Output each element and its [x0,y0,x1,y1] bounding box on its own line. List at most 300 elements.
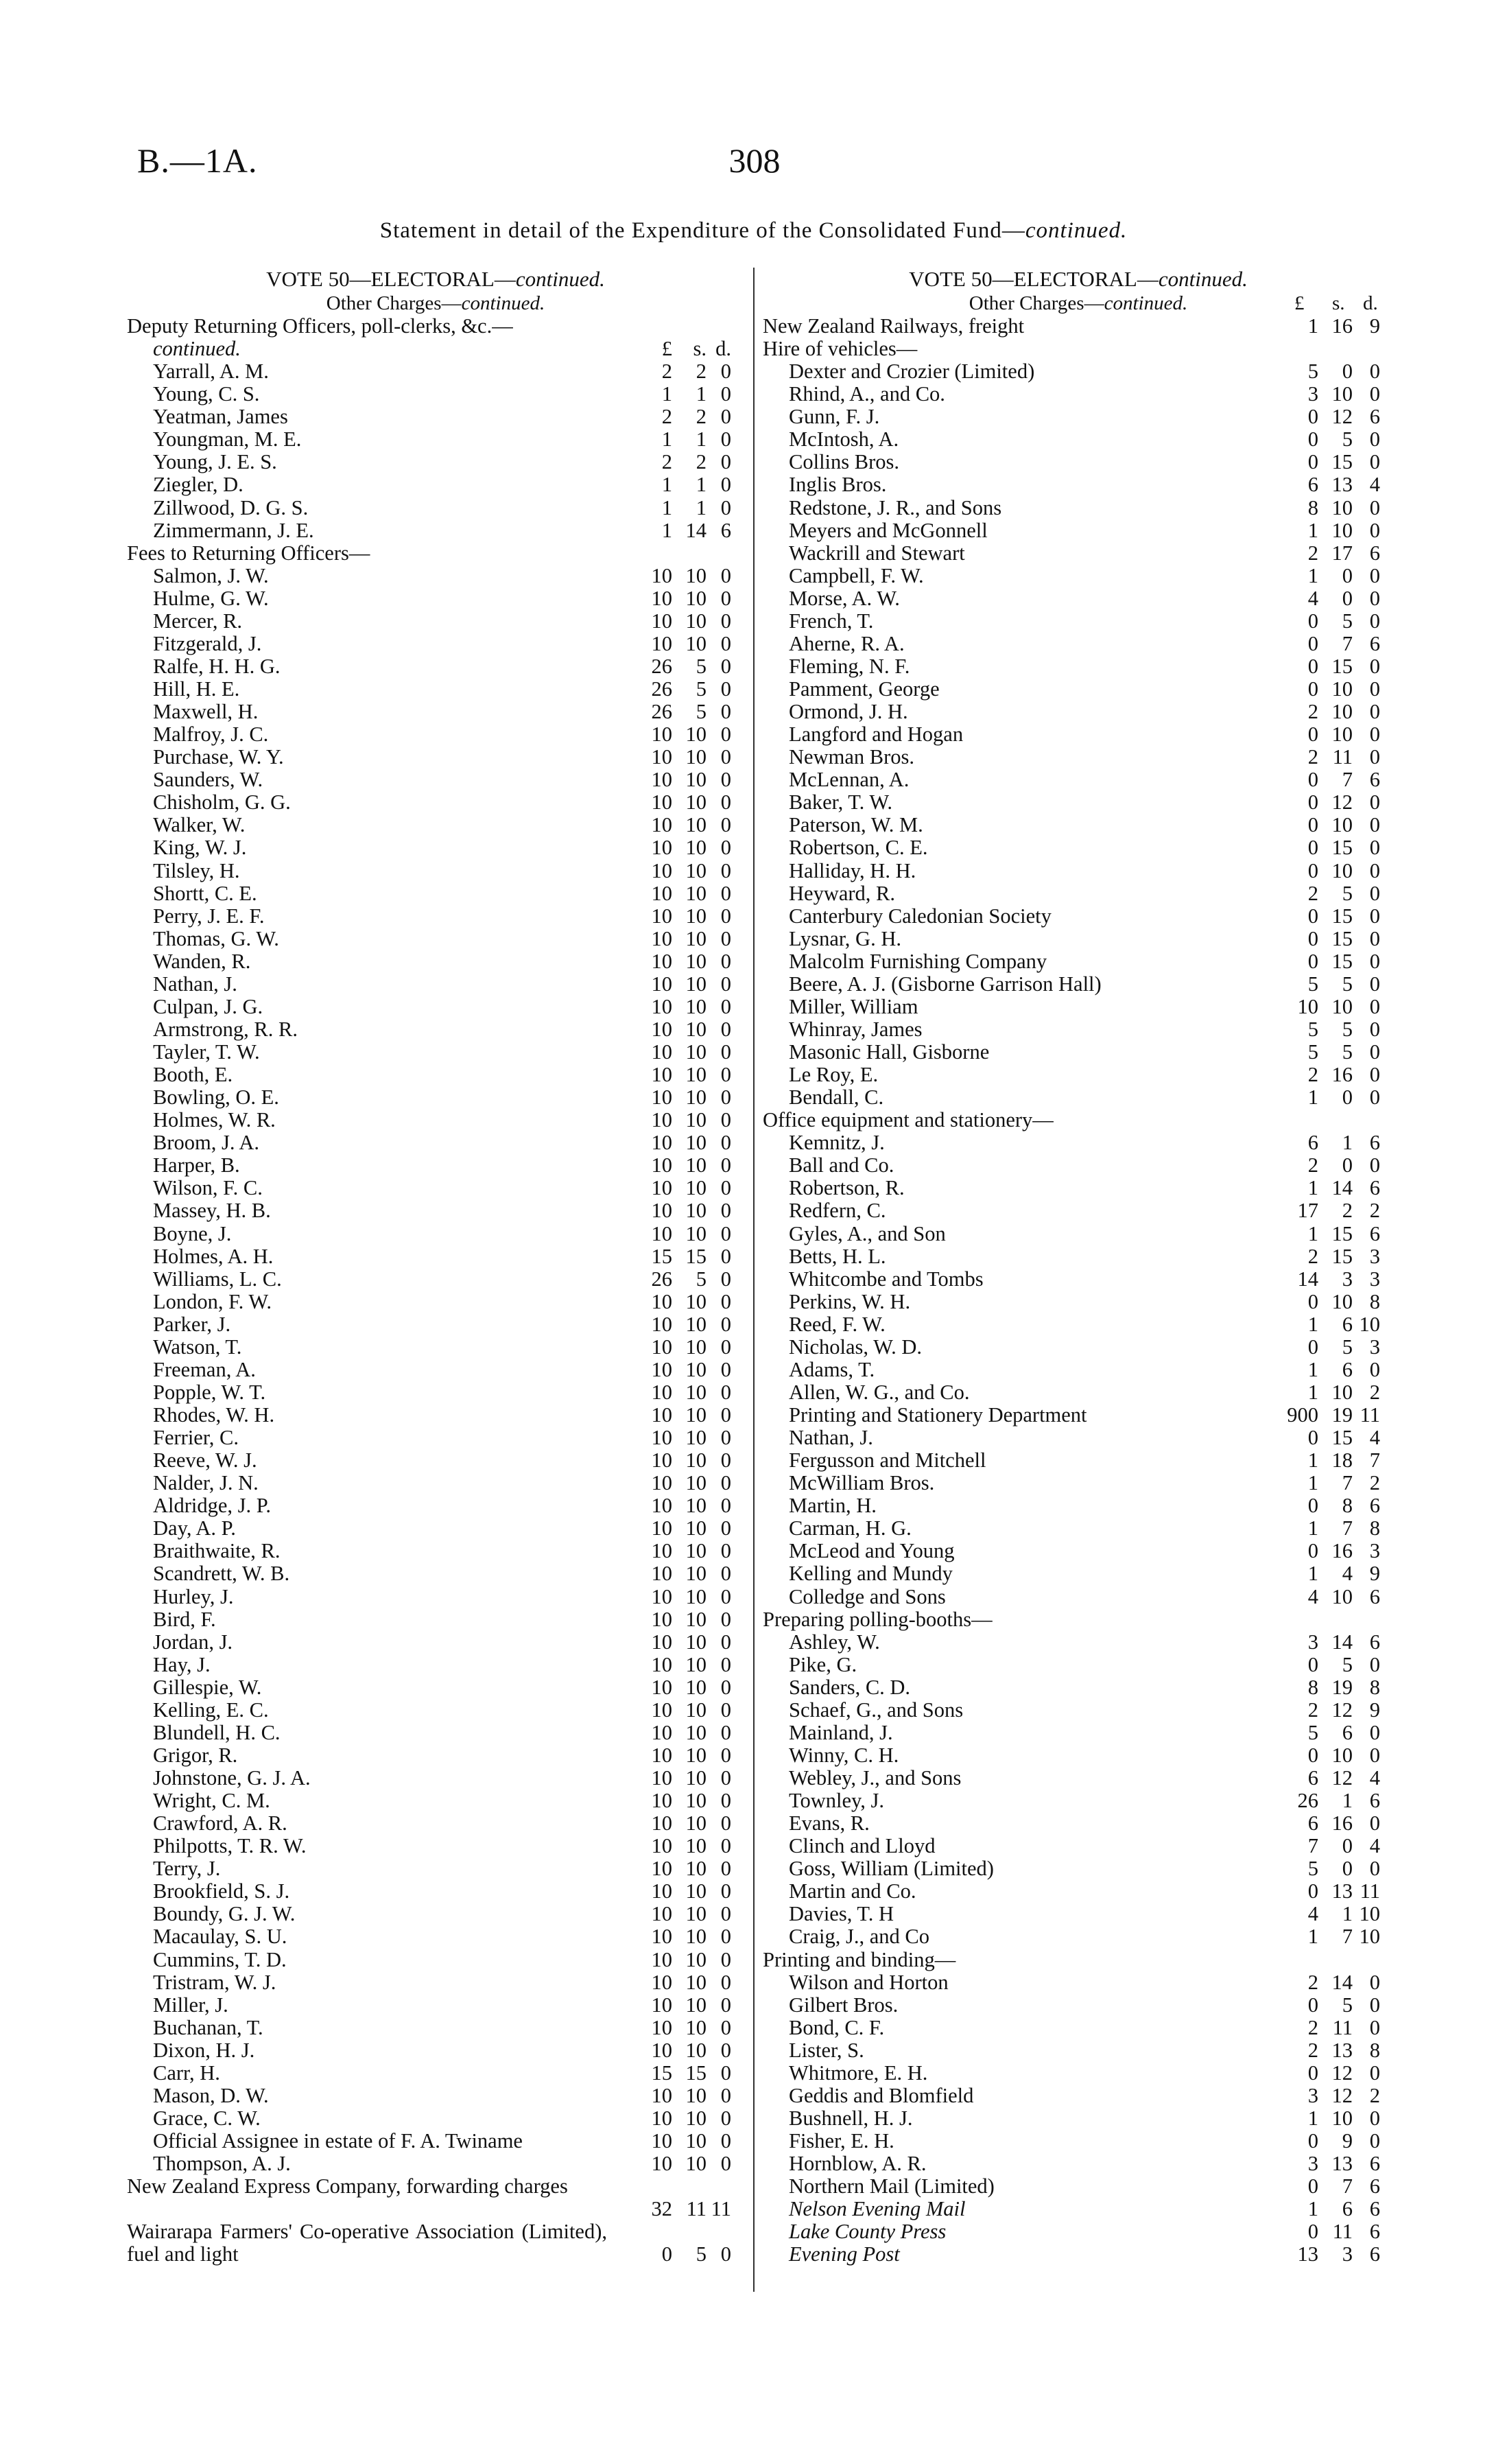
amount-pounds: 1 [1307,1357,1318,1381]
amount-shillings: 6 [1342,1312,1353,1336]
amount-pence: 11 [1360,1879,1380,1903]
entry-name: McLeod and Young [789,1539,955,1563]
entry-name: Aherne, R. A. [789,631,905,655]
amount-shillings: 10 [1331,495,1353,519]
amount-pounds: 1 [661,473,672,497]
amount-pence: 6 [1369,1176,1380,1200]
amount-pence: 0 [720,1539,731,1563]
entry-name: Townley, J. [789,1789,885,1813]
amount-pence: 3 [1369,1267,1380,1291]
amount-pounds: 10 [651,1108,672,1132]
section-label: Printing and binding— [763,1947,956,1971]
amount-pounds: 10 [651,1448,672,1472]
amount-pounds: 1 [661,518,672,542]
table-row [763,1971,1394,1994]
entry-name: Maxwell, H. [153,700,259,724]
amount-pounds: 10 [651,1789,672,1813]
entry-name: Inglis Bros. [789,473,887,497]
entry-name: Aldridge, J. P. [153,1494,271,1518]
table-row [763,1925,1394,1948]
table-row [127,1767,744,1790]
table-row [763,723,1394,746]
entry-name: Morse, A. W. [789,586,900,610]
amount-pence: 0 [1369,994,1380,1018]
entry-name: Day, A. P. [153,1516,236,1540]
entry-name: Hulme, G. W. [153,586,269,610]
table-row [763,1313,1394,1336]
amount-pounds: 10 [651,1879,672,1903]
amount-shillings: 8 [1342,1494,1353,1518]
entry-name: Buchanan, T. [153,2015,263,2039]
amount-shillings: 10 [1331,677,1353,701]
amount-pence: 0 [1369,2129,1380,2152]
amount-pounds: 10 [651,1221,672,1245]
amount-shillings: 13 [1331,473,1353,497]
table-row [763,2220,1394,2243]
section-label: Office equipment and stationery— [763,1108,1054,1132]
section-heading [763,1608,1394,1631]
entry-name: Braithwaite, R. [153,1539,281,1563]
table-row [763,1177,1394,1199]
entry-name: Nathan, J. [153,972,237,996]
table-row [763,2243,1394,2266]
amount-pounds: 10 [651,1153,672,1177]
entry-name: Nalder, J. N. [153,1471,259,1495]
amount-pence: 4 [1369,1426,1380,1450]
amount-pence: 0 [720,1312,731,1336]
amount-pounds: 5 [1307,1720,1318,1744]
amount-pounds: 10 [651,586,672,610]
amount-shillings: 10 [685,813,707,837]
amount-shillings: 10 [685,1652,707,1676]
entry-name: McIntosh, A. [789,427,899,451]
amount-shillings: 10 [685,1471,707,1495]
amount-pence: 0 [720,813,731,837]
amount-shillings: 10 [1331,1289,1353,1313]
entry-name: Pamment, George [789,677,940,701]
entry-name: Massey, H. B. [153,1199,271,1223]
amount-pence: 6 [1369,541,1380,565]
amount-shillings: 5 [696,2242,707,2266]
amount-pounds: 0 [1307,631,1318,655]
amount-pence: 6 [1369,1131,1380,1155]
amount-pounds: 1 [1307,1380,1318,1404]
amount-pounds: 10 [651,1834,672,1858]
table-row [763,2039,1394,2062]
amount-pounds: 0 [1307,926,1318,950]
amount-pounds: 10 [651,1471,672,1495]
table-row [127,2152,744,2175]
entry-name: Wairarapa Farmers' Co-operative Association (Limited), fuel and light [127,2220,607,2266]
amount-pence: 0 [720,2015,731,2039]
amount-pounds: 10 [651,836,672,860]
amount-pounds: 2 [1307,1698,1318,1722]
other-charges-heading: Other Charges—continued. [326,292,545,314]
amount-pounds: 4 [1307,1902,1318,1926]
table-row [127,633,744,655]
table-row [763,1064,1394,1086]
entry-name: Mainland, J. [789,1720,893,1744]
amount-pounds: 10 [651,1811,672,1835]
amount-pence: 0 [720,1289,731,1313]
amount-pence: 6 [1369,1221,1380,1245]
amount-shillings: 4 [1342,1562,1353,1586]
entry-name: Printing and Stationery Department [789,1403,1087,1427]
amount-shillings: 10 [685,2129,707,2152]
amount-pence: 0 [720,495,731,519]
entry-name: Adams, T. [789,1357,875,1381]
amount-shillings: 10 [685,1720,707,1744]
amount-shillings: 10 [685,1289,707,1313]
amount-shillings: 15 [1331,1244,1353,1268]
table-row [127,1131,744,1154]
amount-pounds: 1 [1307,1562,1318,1586]
table-row [763,1472,1394,1494]
amount-shillings: 10 [685,1403,707,1427]
amount-pence: 0 [1369,836,1380,860]
table-row [763,2017,1394,2039]
table-row [127,1812,744,1835]
section-heading [763,1109,1394,1131]
amount-pence: 2 [1369,1380,1380,1404]
table-row [127,860,744,882]
amount-shillings: 14 [1331,1176,1353,1200]
amount-pounds: 0 [1307,904,1318,928]
table-row [127,973,744,996]
entry-name: Freeman, A. [153,1357,256,1381]
amount-pounds: 10 [651,2106,672,2130]
amount-pounds: 1 [1307,1471,1318,1495]
entry-name: Perry, J. E. F. [153,904,265,928]
amount-pence: 3 [1369,1539,1380,1563]
table-row [763,2062,1394,2085]
page-number: 308 [728,141,781,180]
amount-pence: 0 [720,1017,731,1041]
currency-shillings: s. [1332,292,1345,314]
entry-name: Campbell, F. W. [789,563,924,587]
entry-name: Goss, William (Limited) [789,1857,994,1881]
amount-pence: 0 [720,790,731,814]
entry-name: McLennan, A. [789,768,910,792]
table-row [763,2085,1394,2107]
table-row [763,655,1394,678]
amount-pence: 0 [720,1357,731,1381]
amount-pounds: 7 [1307,1834,1318,1858]
amount-shillings: 15 [1331,836,1353,860]
amount-pounds: 10 [651,994,672,1018]
amount-pence: 0 [720,836,731,860]
table-row [127,1880,744,1903]
amount-pounds: 26 [651,677,672,701]
amount-pence: 8 [1369,2038,1380,2062]
entry-name: Miller, William [789,994,918,1018]
entry-name: Baker, T. W. [789,790,892,814]
entry-name: Martin, H. [789,1494,877,1518]
amount-shillings: 10 [685,1426,707,1450]
amount-pounds: 1 [1307,1925,1318,1949]
table-row [127,1699,744,1722]
table-row [763,1404,1394,1427]
entry-name: Purchase, W. Y. [153,745,284,769]
amount-pence: 0 [720,745,731,769]
amount-pounds: 10 [651,745,672,769]
amount-shillings: 11 [1332,2015,1353,2039]
amount-pence: 6 [1369,768,1380,792]
amount-shillings: 10 [685,723,707,747]
table-row [763,1494,1394,1517]
amount-pounds: 1 [661,495,672,519]
amount-pence: 10 [1359,1312,1380,1336]
amount-pence: 0 [1369,1743,1380,1767]
table-row [127,1291,744,1313]
table-row [763,1790,1394,1812]
document-reference: B.—1A. [137,141,258,180]
table-row [127,1586,744,1608]
amount-pounds: 0 [1307,2061,1318,2085]
table-row [763,587,1394,610]
entry-name: Fisher, E. H. [789,2129,894,2152]
entry-name: Booth, E. [153,1063,233,1087]
amount-shillings: 10 [685,1857,707,1881]
amount-pounds: 2 [1307,541,1318,565]
entry-name: Boundy, G. J. W. [153,1902,296,1926]
amount-pence: 0 [1369,1993,1380,2017]
amount-pence: 0 [720,904,731,928]
table-row [127,1631,744,1654]
entry-name: Lister, S. [789,2038,864,2062]
amount-pounds: 0 [1307,427,1318,451]
amount-pounds: 26 [651,1267,672,1291]
amount-pence: 0 [1369,677,1380,701]
amount-shillings: 13 [1331,2038,1353,2062]
amount-pence: 0 [720,723,731,747]
amount-shillings: 10 [685,2106,707,2130]
table-row [127,768,744,791]
amount-shillings: 10 [685,949,707,973]
amount-pounds: 10 [651,2083,672,2107]
table-row [127,1199,744,1222]
section-label: Hire of vehicles— [763,337,918,361]
amount-pounds: 3 [1307,2083,1318,2107]
amount-pence: 0 [720,1811,731,1835]
amount-shillings: 11 [1332,745,1353,769]
table-row [127,2220,744,2266]
amount-shillings: 7 [1342,631,1353,655]
entry-name: Harper, B. [153,1153,240,1177]
amount-shillings: 10 [1331,813,1353,837]
amount-pence: 0 [720,768,731,792]
table-row [127,1722,744,1744]
amount-shillings: 15 [1331,654,1353,678]
table-row [763,1268,1394,1291]
amount-pence: 0 [720,1970,731,1994]
amount-pounds: 10 [651,1925,672,1949]
amount-pounds: 1 [661,427,672,451]
amount-shillings: 15 [685,2061,707,2085]
entry-name: Bond, C. F. [789,2015,885,2039]
amount-pounds: 3 [1307,2152,1318,2176]
table-row [127,1903,744,1925]
amount-shillings: 0 [1342,1834,1353,1858]
amount-shillings: 10 [685,1335,707,1359]
entry-name: Craig, J., and Co [789,1925,930,1949]
amount-pence: 0 [1369,563,1380,587]
amount-pence: 0 [720,382,731,406]
amount-shillings: 5 [696,677,707,701]
amount-shillings: 0 [1342,1153,1353,1177]
amount-pence: 0 [720,450,731,474]
amount-shillings: 2 [1342,1199,1353,1223]
table-row [763,1336,1394,1359]
amount-pounds: 13 [1297,2242,1318,2266]
table-row [763,1562,1394,1585]
table-row [763,1540,1394,1562]
entry-name: Zillwood, D. G. S. [153,495,309,519]
amount-pounds: 1 [1307,314,1318,338]
amount-pounds: 2 [1307,1244,1318,1268]
table-row [127,1540,744,1562]
amount-shillings: 10 [685,1131,707,1155]
amount-pence: 11 [1360,1403,1380,1427]
amount-pounds: 5 [1307,972,1318,996]
amount-pounds: 32 [651,2197,672,2221]
amount-shillings: 3 [1342,1267,1353,1291]
table-row [763,1699,1394,1722]
amount-shillings: 10 [685,1380,707,1404]
table-row [763,633,1394,655]
amount-pounds: 10 [651,2129,672,2152]
amount-shillings: 15 [1331,904,1353,928]
amount-shillings: 10 [1331,700,1353,724]
amount-shillings: 10 [685,1834,707,1858]
entry-name: King, W. J. [153,836,247,860]
amount-pence: 9 [1369,1562,1380,1586]
amount-pence: 0 [720,1494,731,1518]
amount-pounds: 0 [1307,768,1318,792]
amount-shillings: 16 [1331,1539,1353,1563]
table-row [763,1131,1394,1154]
table-row [763,2175,1394,2198]
amount-pence: 6 [1369,2242,1380,2266]
amount-shillings: 10 [685,1040,707,1064]
amount-pence: 0 [720,1743,731,1767]
amount-shillings: 1 [696,473,707,497]
amount-pounds: 10 [651,2152,672,2176]
entry-name: New Zealand Railways, freight [763,314,1025,338]
table-row [127,2039,744,2062]
amount-shillings: 7 [1342,1516,1353,1540]
amount-shillings: 16 [1331,1811,1353,1835]
amount-pence: 0 [1369,904,1380,928]
table-row [763,1041,1394,1064]
table-row [127,1177,744,1199]
table-row [127,678,744,701]
amount-shillings: 10 [685,1925,707,1949]
entry-name: Whitmore, E. H. [789,2061,928,2085]
amount-pence: 0 [1369,723,1380,747]
amount-pounds: 10 [651,1086,672,1110]
table-row [127,1268,744,1291]
amount-pence: 0 [720,1448,731,1472]
amount-shillings: 5 [1342,427,1353,451]
amount-pence: 6 [1369,631,1380,655]
amount-pounds: 0 [1307,2220,1318,2244]
table-row [127,1472,744,1494]
amount-shillings: 10 [685,1766,707,1790]
amount-pounds: 1 [1307,518,1318,542]
amount-shillings: 10 [685,586,707,610]
entry-name: Tayler, T. W. [153,1040,260,1064]
amount-pounds: 2 [1307,1153,1318,1177]
amount-shillings: 10 [1331,994,1353,1018]
amount-pence: 6 [1369,1630,1380,1654]
table-row [127,655,744,678]
table-row [763,1722,1394,1744]
table-row [763,1154,1394,1177]
entry-name: Jordan, J. [153,1630,233,1654]
amount-pounds: 10 [651,1539,672,1563]
table-row [763,1767,1394,1790]
table-row [763,996,1394,1018]
entry-name: Scandrett, W. B. [153,1562,290,1586]
amount-pounds: 2 [1307,1063,1318,1087]
amount-pounds: 2 [661,450,672,474]
amount-pounds: 10 [651,1199,672,1223]
amount-shillings: 13 [1331,2152,1353,2176]
entry-name: Dixon, H. J. [153,2038,255,2062]
amount-shillings: 10 [685,1153,707,1177]
amount-shillings: 12 [1331,790,1353,814]
amount-pence: 0 [720,972,731,996]
amount-pounds: 6 [1307,473,1318,497]
entry-name: Culpan, J. G. [153,994,263,1018]
table-row [763,1835,1394,1857]
amount-shillings: 10 [685,1630,707,1654]
entry-name: Heyward, R. [789,881,896,905]
table-row [763,1381,1394,1404]
table-row [127,1223,744,1245]
amount-pounds: 10 [651,1017,672,1041]
amount-pounds: 10 [651,1947,672,1971]
amount-pence: 0 [720,1267,731,1291]
amount-pounds: 10 [651,1312,672,1336]
entry-name: Winny, C. H. [789,1743,899,1767]
left-column [127,266,744,2266]
amount-pence: 0 [720,700,731,724]
amount-pounds: 3 [1307,382,1318,406]
amount-pounds: 1 [1307,1312,1318,1336]
entry-name: Wanden, R. [153,949,251,973]
amount-shillings: 10 [685,1970,707,1994]
column-divider [753,268,755,2292]
amount-shillings: 10 [685,2038,707,2062]
table-row [763,497,1394,519]
entry-name: Kelling, E. C. [153,1698,269,1722]
table-row [763,2107,1394,2130]
currency-shillings: s. [693,337,707,361]
entry-name: Parker, J. [153,1312,231,1336]
amount-pounds: 0 [1307,949,1318,973]
entry-name: Lysnar, G. H. [789,926,901,950]
table-row [127,2085,744,2107]
amount-pence: 0 [720,1562,731,1586]
amount-pounds: 6 [1307,1766,1318,1790]
entry-name: Malfroy, J. C. [153,723,269,747]
amount-pounds: 2 [661,405,672,429]
table-row [763,768,1394,791]
amount-pounds: 10 [651,2015,672,2039]
table-row [763,860,1394,882]
